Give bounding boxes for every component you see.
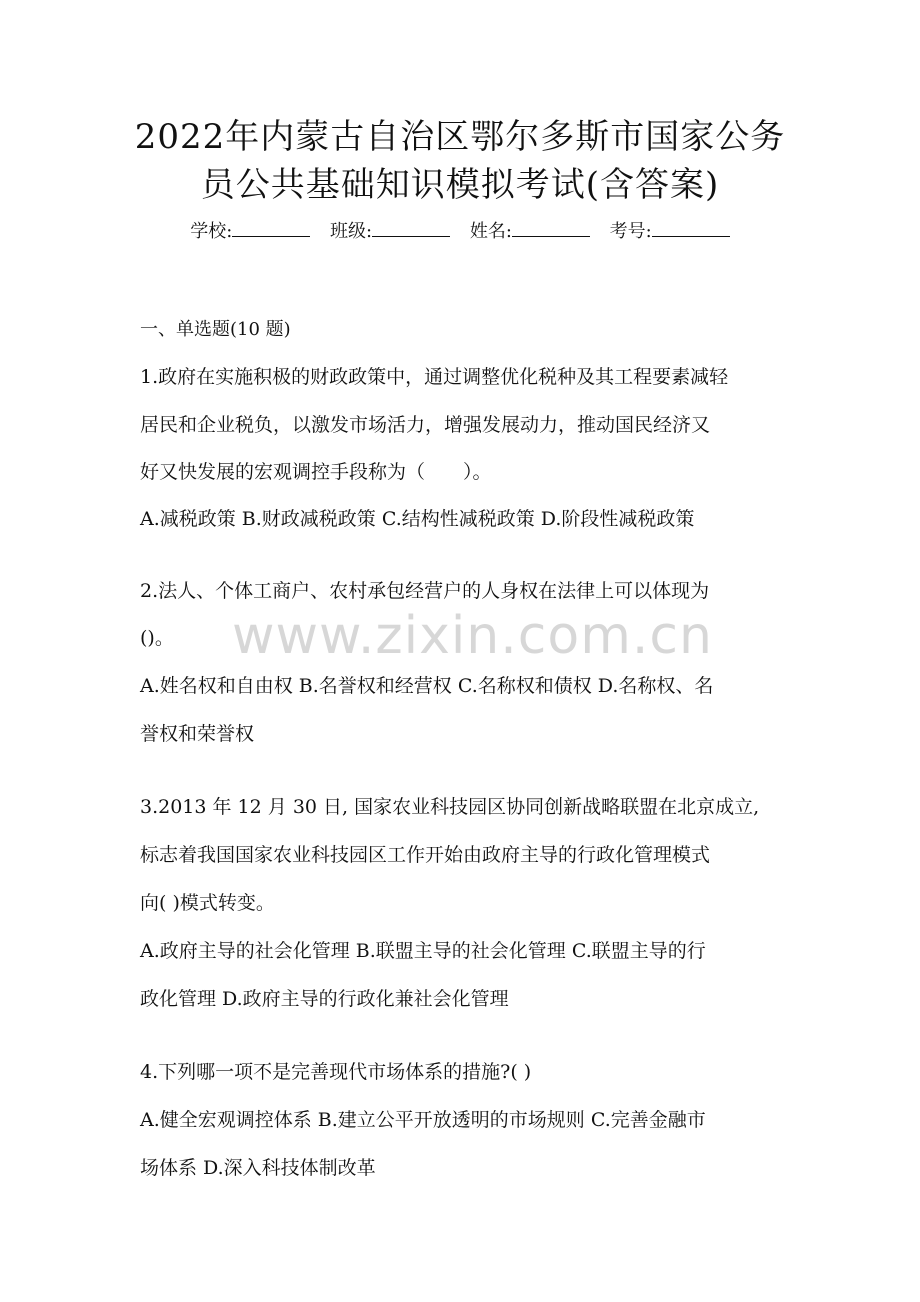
section-heading: 一、单选题(10 题) xyxy=(140,319,291,340)
question-2-options-line: 誉权和荣誉权 xyxy=(140,723,255,745)
fill-in-blank xyxy=(232,218,310,237)
question-4-stem-line: 4.下列哪一项不是完善现代市场体系的措施?( ) xyxy=(140,1061,532,1083)
document-title-line-1: 2022年内蒙古自治区鄂尔多斯市国家公务 xyxy=(134,117,786,157)
info-field-exam-number xyxy=(610,218,730,245)
info-field-label: 考号: xyxy=(609,221,652,242)
question-2-stem-line: ()。 xyxy=(140,627,174,649)
info-field-label: 学校: xyxy=(190,221,233,242)
info-field-class xyxy=(330,218,450,245)
watermark: www.zixin.com.cn xyxy=(232,606,713,666)
fill-in-blank xyxy=(512,218,590,237)
question-4-options-line: A.健全宏观调控体系 B.建立公平开放透明的市场规则 C.完善金融市 xyxy=(140,1109,706,1131)
question-3-options-line: 政化管理 D.政府主导的行政化兼社会化管理 xyxy=(140,988,509,1010)
question-3-stem-line: 标志着我国国家农业科技园区工作开始由政府主导的行政化管理模式 xyxy=(140,844,711,866)
fill-in-blank xyxy=(372,218,450,237)
question-3-options-line: A.政府主导的社会化管理 B.联盟主导的社会化管理 C.联盟主导的行 xyxy=(140,940,706,962)
info-field-label: 班级: xyxy=(330,221,373,242)
question-3-stem-line: 向( )模式转变。 xyxy=(140,892,275,914)
info-field-name xyxy=(470,218,590,245)
question-2-stem-line: 2.法人、个体工商户、农村承包经营户的人身权在法律上可以体现为 xyxy=(140,580,710,602)
fill-in-blank xyxy=(652,218,730,237)
question-1-stem-line: 居民和企业税负，以激发市场活力，增强发展动力，推动国民经济又 xyxy=(140,414,711,436)
question-3-stem-line: 3.2013 年 12 月 30 日, 国家农业科技园区协同创新战略联盟在北京成立, xyxy=(140,796,760,818)
question-4-options-line: 场体系 D.深入科技体制改革 xyxy=(140,1157,376,1179)
document-title-line-2: 员公共基础知识模拟考试(含答案) xyxy=(200,165,720,205)
question-2-options-line: A.姓名权和自由权 B.名誉权和经营权 C.名称权和债权 D.名称权、名 xyxy=(140,675,714,697)
student-info-row xyxy=(0,218,920,245)
question-1-options-line: A.减税政策 B.财政减税政策 C.结构性减税政策 D.阶段性减税政策 xyxy=(140,508,695,530)
info-field-school xyxy=(190,218,310,245)
question-1-stem-line: 1.政府在实施积极的财政政策中，通过调整优化税种及其工程要素减轻 xyxy=(140,366,729,388)
info-field-label: 姓名: xyxy=(469,221,512,242)
question-1-stem-line: 好又快发展的宏观调控手段称为（ ）。 xyxy=(140,461,492,483)
